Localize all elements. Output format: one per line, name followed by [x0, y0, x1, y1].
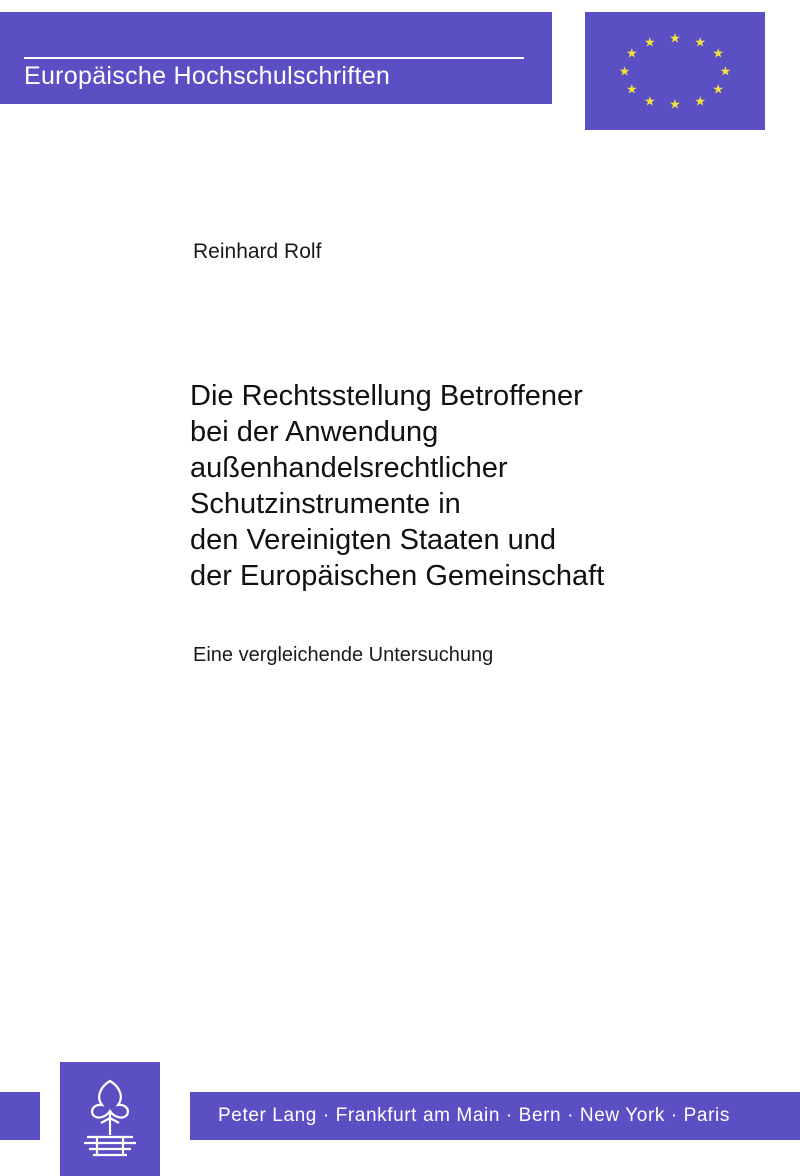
footer-accent-block	[0, 1092, 40, 1140]
star-icon: ★	[719, 63, 732, 79]
title-line: den Vereinigten Staaten und	[190, 524, 557, 556]
star-icon: ★	[643, 34, 656, 49]
title-line: Schutzinstrumente in	[190, 488, 461, 520]
title-line: bei der Anwendung	[190, 416, 439, 448]
publisher-line: Peter Lang · Frankfurt am Main · Bern · New York · Paris	[218, 1105, 730, 1126]
eu-stars-circle	[585, 12, 765, 130]
title-line: Die Rechtsstellung Betroffener	[190, 380, 583, 412]
star-icon: ★	[625, 81, 638, 97]
peter-lang-tree-logo-icon	[60, 1062, 160, 1176]
star-icon: ★	[712, 45, 725, 61]
series-rule	[24, 57, 524, 59]
series-title: Europäische Hochschulschriften	[24, 62, 391, 90]
book-title	[190, 378, 710, 594]
european-union-flag	[585, 12, 765, 130]
author-name: Reinhard Rolf	[193, 240, 322, 263]
title-line: der Europäischen Gemeinschaft	[190, 560, 605, 592]
star-icon: ★	[669, 30, 681, 46]
book-subtitle: Eine vergleichende Untersuchung	[193, 644, 494, 666]
star-icon: ★	[618, 63, 631, 79]
star-icon: ★	[712, 81, 725, 97]
star-icon: ★	[625, 45, 638, 61]
star-icon: ★	[694, 34, 707, 49]
star-icon: ★	[694, 93, 707, 108]
title-line: außenhandelsrechtlicher	[190, 452, 508, 484]
publisher-banner	[190, 1092, 800, 1140]
star-icon: ★	[643, 93, 656, 108]
series-banner	[0, 12, 552, 104]
star-icon: ★	[669, 96, 681, 112]
